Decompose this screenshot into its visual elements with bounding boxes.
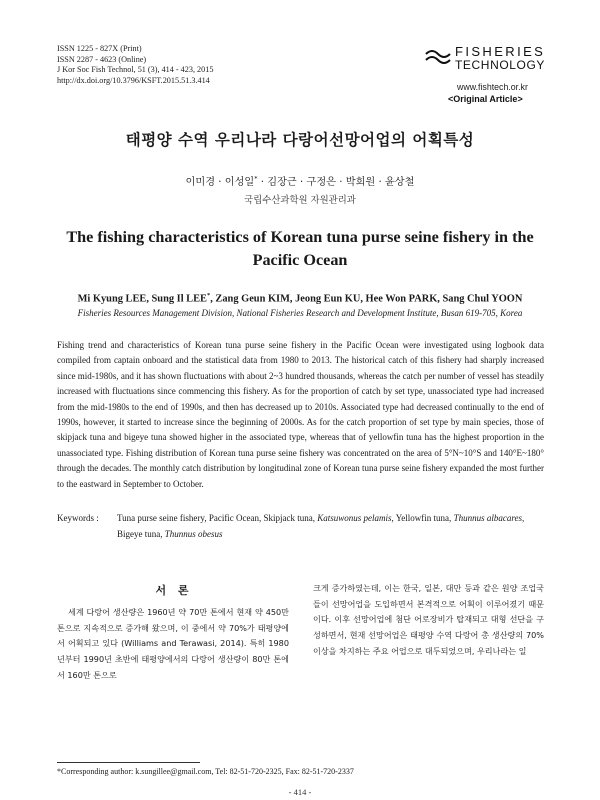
- keyword-species: Thunnus albacares: [453, 513, 522, 523]
- corresponding-mark: *: [206, 292, 211, 299]
- keyword-species: Katsuwonus pelamis: [317, 513, 392, 523]
- wave-logo-icon: [425, 48, 451, 64]
- keyword-text: Tuna purse seine fishery, Pacific Ocean, Skipjack tuna,: [117, 513, 318, 523]
- korean-affiliation: 국립수산과학원 자원관리과: [244, 195, 356, 206]
- logo-line-1: FISHERIES: [455, 44, 546, 59]
- keyword-species: Thunnus obesus: [164, 528, 223, 539]
- article-type-badge: <Original Article>: [448, 94, 523, 104]
- issn-online: ISSN 2287 - 4623 (Online): [57, 54, 147, 64]
- keyword-text: , Bigeye tuna,: [117, 513, 525, 539]
- corresponding-mark: *: [254, 174, 258, 183]
- page-number: - 414 -: [288, 787, 312, 797]
- doi-link[interactable]: http://dx.doi.org/10.3796/KSFT.2015.51.3.414: [57, 75, 210, 85]
- keyword-text: , Yellowfin tuna,: [391, 513, 454, 523]
- logo-line-2: TECHNOLOGY: [455, 58, 546, 72]
- english-authors: [0, 292, 600, 304]
- journal-header: [57, 44, 213, 86]
- korean-authors-part: · 김장근 · 구정은 · 박희원 · 윤상철: [257, 177, 415, 188]
- keywords: [57, 511, 544, 542]
- korean-title: 태평양 수역 우리나라 다랑어선망어업의 어획특성: [125, 131, 475, 149]
- english-affiliation: Fisheries Resources Management Division, National Fisheries Research and Development Institute, Busan 619-705, Korea: [77, 308, 523, 318]
- intro-right-column: 크게 증가하였는데, 이는 한국, 일본, 대만 등과 같은 원양 조업국들이 선망어업을 도입하면서 본격적으로 어획이 이루어졌기 때문이다. 이후 선망어업에 첨단 어로장비가 탑재되고 대형 선단을 구성하면서, 현재 선망어업은 태평양 수역 다랑어 총 생산량의 70% 이상을 차지하는 주요 어업으로 대두되었으며, 우리나라는 일: [313, 583, 544, 656]
- abstract: Fishing trend and characteristics of Korean tuna purse seine fishery in the Pacific Ocean were investigated using logbook data compiled from captain onboard and the statistical data from 1980 to 2013. The historical catch of this fishery had sharply increased since mid-1980s, and it has shown fluctuations with about 2~3 hundred thousands, whereas the catch per number of vessel has steadily increased with fluctuations since commencing this fishery. As for the proportion of catch by set type, unassociated type had increased from the mid-1980s to the end of 1990s, and then has decreased up to 2010s. Associated type had decreased continually to the end of 1990s, however, it started to increase since the beginning of 2000s. As for the catch proportion of set type by main species, those of skipjack tuna and bigeye tuna showed higher in the associated type, whereas that of yellowfin tuna has the highest proportion in the unassociated type. Fishing distribution of Korean tuna purse seine fishery was concentrated on the area of 5°N~10°S and 140°E~180° through the decades. The monthly catch distribution by longitudinal zone of Korean tuna purse seine fishery expanded the most further to the eastward in September to October.: [57, 340, 544, 489]
- section-heading: 서 론: [155, 584, 193, 597]
- keywords-list: [117, 511, 544, 542]
- english-authors-part: , Zang Geun KIM, Jeong Eun KU, Hee Won PARK, Sang Chul YOON: [210, 293, 523, 305]
- issn-print: ISSN 1225 - 827X (Print): [57, 44, 142, 53]
- intro-left-column: 세계 다랑어 생산량은 1960년 약 70만 톤에서 현재 약 450만 톤으로 지속적으로 증가해 왔으며, 이 중에서 약 70%가 태평양에서 어획되고 있다 (Williams and Terawasi, 2014). 특히 1980년부터 1990년 초반에 태평양에서의 다랑어 생산량이 80만 톤에서 160만 톤으로: [57, 607, 289, 680]
- english-title: The fishing characteristics of Korean tuna purse seine fishery in the Pacific Ocean: [66, 228, 534, 269]
- korean-authors-part: 이미경 · 이성일: [185, 177, 255, 188]
- keywords-label: Keywords :: [57, 513, 99, 523]
- korean-authors: [0, 173, 600, 188]
- citation: J Kor Soc Fish Technol, 51 (3), 414 - 423, 2015: [57, 65, 214, 75]
- english-authors-part: Mi Kyung LEE, Sung Il LEE: [77, 293, 207, 305]
- journal-url[interactable]: www.fishtech.or.kr: [457, 82, 528, 92]
- corresponding-author-footnote: *Corresponding author: k.sungillee@gmail.com, Tel: 82-51-720-2325, Fax: 82-51-720-2337: [57, 767, 354, 776]
- footnote-divider: [57, 762, 200, 763]
